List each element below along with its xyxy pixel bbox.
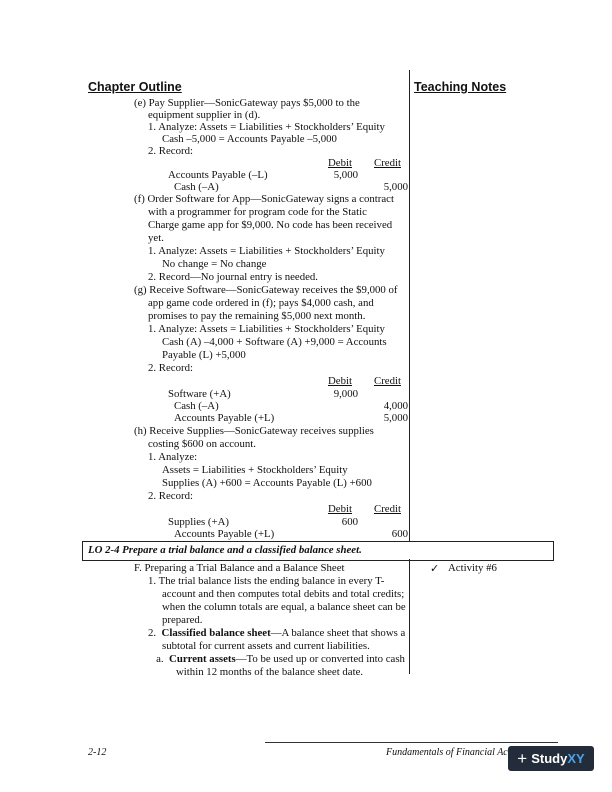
- F-item2a-rest: —To be used up or converted into cash: [235, 653, 405, 665]
- e-row1-debit: 5,000: [333, 169, 358, 181]
- h-credit-header: Credit: [374, 503, 401, 515]
- g-row3-label: Accounts Payable (+L): [174, 412, 275, 424]
- g-analyze-line1: 1. Analyze: Assets = Liabilities + Stockholders’ Equity: [148, 323, 385, 335]
- e-row1-label: Accounts Payable (–L): [168, 169, 268, 181]
- checkmark-icon: ✓: [430, 563, 440, 575]
- e-analyze-line2: Cash –5,000 = Accounts Payable –5,000: [162, 133, 337, 145]
- g-row3-credit: 5,000: [383, 412, 408, 424]
- learning-objective-text: LO 2-4 Prepare a trial balance and a classified balance sheet.: [88, 544, 362, 556]
- f-line2: with a programmer for program code for the Static: [148, 206, 367, 218]
- f-analyze-line1: 1. Analyze: Assets = Liabilities + Stockholders’ Equity: [148, 245, 385, 257]
- g-row1-label: Software (+A): [168, 388, 231, 400]
- badge-xy: XY: [567, 751, 585, 766]
- g-credit-header: Credit: [374, 375, 401, 387]
- f-record: 2. Record—No journal entry is needed.: [148, 271, 319, 283]
- e-record: 2. Record:: [148, 145, 193, 157]
- column-divider-top: [409, 70, 410, 541]
- g-row2-label: Cash (–A): [174, 400, 219, 412]
- g-row1-debit: 9,000: [333, 388, 358, 400]
- F-item2a-letter: a.: [156, 653, 164, 665]
- f-line1: (f) Order Software for App—SonicGateway signs a contract: [134, 193, 394, 205]
- plus-icon: +: [517, 749, 528, 768]
- g-line1: (g) Receive Software—SonicGateway receives the $9,000 of: [134, 284, 398, 296]
- F-item2-line1: [148, 627, 405, 640]
- e-row2-credit: 5,000: [383, 181, 408, 193]
- g-debit-header: Debit: [328, 375, 352, 387]
- badge-study: Study: [531, 751, 568, 766]
- e-analyze-line1: 1. Analyze: Assets = Liabilities + Stockholders’ Equity: [148, 121, 385, 133]
- e-title-line1: (e) Pay Supplier—SonicGateway pays $5,000 to the: [134, 97, 360, 109]
- e-debit-header: Debit: [328, 157, 352, 169]
- g-analyze-line2: Cash (A) –4,000 + Software (A) +9,000 = Accounts: [162, 336, 387, 348]
- e-row2-label: Cash (–A): [174, 181, 219, 193]
- F-item2-term: Classified balance sheet: [161, 627, 271, 639]
- F-item2-line2: subtotal for current assets and current liabilities.: [162, 640, 370, 652]
- column-divider-bottom: [409, 559, 410, 674]
- e-credit-header: Credit: [374, 157, 401, 169]
- g-analyze-line3: Payable (L) +5,000: [162, 349, 246, 361]
- f-line3: Charge game app for $9,000. No code has been received: [148, 219, 393, 231]
- teaching-notes-heading: Teaching Notes: [414, 80, 507, 94]
- F-item1-line1: 1. The trial balance lists the ending balance in every T-: [148, 575, 385, 587]
- h-analyze-line1: 1. Analyze:: [148, 451, 198, 463]
- F-title: F. Preparing a Trial Balance and a Balance Sheet: [134, 562, 345, 574]
- g-record: 2. Record:: [148, 362, 193, 374]
- h-analyze-line2: Assets = Liabilities + Stockholders’ Equity: [162, 464, 348, 476]
- F-item2-number: 2.: [148, 627, 157, 639]
- e-title-line2: equipment supplier in (d).: [148, 109, 261, 121]
- F-item1-line4: prepared.: [162, 614, 203, 626]
- f-analyze-line2: No change = No change: [162, 258, 267, 270]
- F-item2a-line1: [148, 653, 405, 666]
- h-analyze-line3: Supplies (A) +600 = Accounts Payable (L) +600: [162, 477, 372, 489]
- footer-rule: [265, 742, 558, 743]
- h-line1: (h) Receive Supplies—SonicGateway receives supplies: [134, 425, 374, 437]
- g-line2: app game code ordered in (f); pays $4,000 cash, and: [148, 297, 374, 309]
- h-row1-debit: 600: [341, 516, 358, 528]
- h-record: 2. Record:: [148, 490, 193, 502]
- g-row2-credit: 4,000: [383, 400, 408, 412]
- F-item1-line3: when the column totals are equal, a balance sheet can be: [162, 601, 406, 613]
- page-number: 2-12: [88, 747, 107, 758]
- F-item2a-term: Current assets: [169, 653, 236, 665]
- F-item2-rest: —A balance sheet that shows a: [270, 627, 406, 639]
- h-row2-credit: 600: [391, 528, 408, 540]
- h-row2-label: Accounts Payable (+L): [174, 528, 275, 540]
- F-item2a-line2: within 12 months of the balance sheet date.: [176, 666, 364, 678]
- h-line2: costing $600 on account.: [148, 438, 256, 450]
- h-row1-label: Supplies (+A): [168, 516, 229, 528]
- h-debit-header: Debit: [328, 503, 352, 515]
- g-line3: promises to pay the remaining $5,000 next month.: [148, 310, 366, 322]
- chapter-outline-heading: Chapter Outline: [88, 80, 182, 94]
- book-title: Fundamentals of Financial Ac: [386, 747, 508, 758]
- activity-note: Activity #6: [448, 562, 497, 574]
- F-item1-line2: account and then computes total debits and total credits;: [162, 588, 405, 600]
- f-line4: yet.: [148, 232, 164, 244]
- learning-objective-box: [82, 541, 554, 561]
- studyxy-badge[interactable]: [508, 746, 594, 771]
